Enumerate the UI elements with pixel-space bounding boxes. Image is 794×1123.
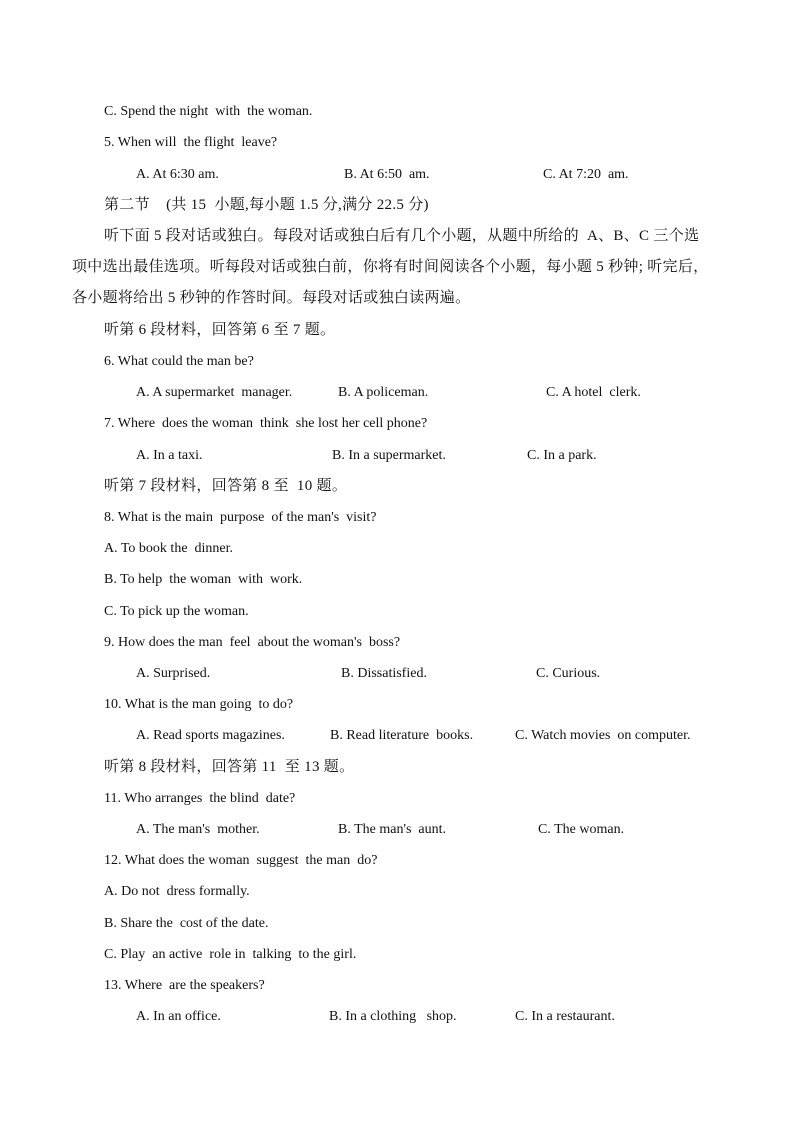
instructions-line-3: 各小题将给出 5 秒钟的作答时间。每段对话或独白读两遍。 xyxy=(72,290,471,306)
q8-option-b: B. To help the woman with work. xyxy=(104,572,303,587)
material-8-heading: 听第 8 段材料，回答第 11 至 13 题。 xyxy=(104,759,355,775)
q10-option-a: A. Read sports magazines. xyxy=(136,728,285,743)
q6-option-b: B. A policeman. xyxy=(338,385,429,400)
q10-option-c: C. Watch movies on computer. xyxy=(515,728,691,743)
q7-option-b: B. In a supermarket. xyxy=(332,448,446,463)
q5-option-b: B. At 6:50 am. xyxy=(344,167,430,182)
q5-option-a: A. At 6:30 am. xyxy=(136,167,219,182)
q13-option-a: A. In an office. xyxy=(136,1009,221,1024)
q11-option-a: A. The man's mother. xyxy=(136,822,260,837)
q10-option-b: B. Read literature books. xyxy=(330,728,474,743)
question-9: 9. How does the man feel about the woman's boss? xyxy=(104,635,401,650)
question-8: 8. What is the main purpose of the man's visit? xyxy=(104,510,377,525)
instructions-line-1: 听下面 5 段对话或独白。每段对话或独白后有几个小题，从题中所给的 A、B、C 三个选 xyxy=(104,228,700,244)
q7-option-c: C. In a park. xyxy=(527,448,597,463)
question-11: 11. Who arranges the blind date? xyxy=(104,791,296,806)
q12-option-b: B. Share the cost of the date. xyxy=(104,916,269,931)
q6-option-c: C. A hotel clerk. xyxy=(546,385,641,400)
question-6: 6. What could the man be? xyxy=(104,354,254,369)
question-13: 13. Where are the speakers? xyxy=(104,978,265,993)
question-10: 10. What is the man going to do? xyxy=(104,697,294,712)
option-line: C. Spend the night with the woman. xyxy=(104,104,313,119)
q13-option-c: C. In a restaurant. xyxy=(515,1009,615,1024)
q8-option-a: A. To book the dinner. xyxy=(104,541,234,556)
q5-option-c: C. At 7:20 am. xyxy=(543,167,629,182)
q7-option-a: A. In a taxi. xyxy=(136,448,203,463)
material-7-heading: 听第 7 段材料，回答第 8 至 10 题。 xyxy=(104,478,348,494)
q11-option-b: B. The man's aunt. xyxy=(338,822,447,837)
instructions-line-2: 项中选出最佳选项。听每段对话或独白前，你将有时间阅读各个小题，每小题 5 秒钟; 听完后， xyxy=(72,259,709,275)
question-5: 5. When will the flight leave? xyxy=(104,135,278,150)
q9-option-b: B. Dissatisfied. xyxy=(341,666,427,681)
q6-option-a: A. A supermarket manager. xyxy=(136,385,293,400)
q12-option-a: A. Do not dress formally. xyxy=(104,884,250,899)
q9-option-c: C. Curious. xyxy=(536,666,601,681)
q13-option-b: B. In a clothing shop. xyxy=(329,1009,457,1024)
section-heading: 第二节 (共 15 小题,每小题 1.5 分,满分 22.5 分) xyxy=(104,197,429,213)
question-12: 12. What does the woman suggest the man do? xyxy=(104,853,378,868)
question-7: 7. Where does the woman think she lost her cell phone? xyxy=(104,416,428,431)
q9-option-a: A. Surprised. xyxy=(136,666,211,681)
q11-option-c: C. The woman. xyxy=(538,822,625,837)
q8-option-c: C. To pick up the woman. xyxy=(104,604,249,619)
material-6-heading: 听第 6 段材料，回答第 6 至 7 题。 xyxy=(104,322,336,338)
q12-option-c: C. Play an active role in talking to the girl. xyxy=(104,947,357,962)
